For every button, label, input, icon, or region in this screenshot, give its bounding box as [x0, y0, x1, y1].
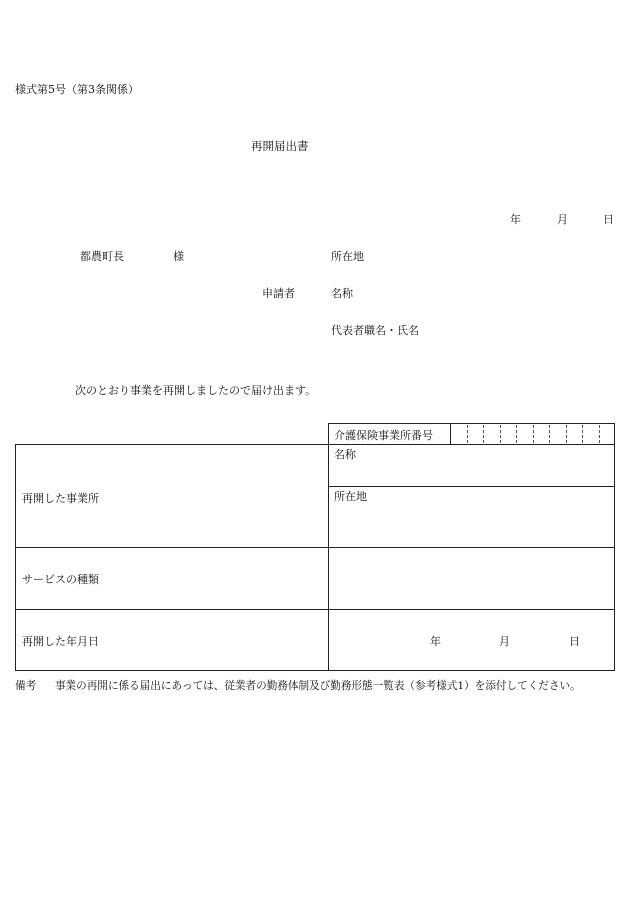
form-number: 様式第5号（第3条関係） [15, 83, 139, 96]
provider-label-divider [450, 423, 451, 444]
resumed-month-label: 月 [499, 635, 510, 648]
facility-label: 再開した事業所 [22, 492, 99, 505]
row-divider [15, 547, 615, 548]
table-bottom-border [15, 670, 615, 671]
digit-separator [566, 425, 567, 443]
digit-separator [549, 425, 550, 443]
date-month-label: 月 [557, 213, 568, 226]
digit-separator [516, 425, 517, 443]
digit-separator [467, 425, 468, 443]
table-top-border [15, 444, 615, 445]
facility-name-label: 名称 [334, 448, 356, 461]
provider-box-top-border [328, 423, 615, 424]
provider-number-label: 介護保険事業所番号 [334, 429, 433, 442]
digit-separator [533, 425, 534, 443]
remarks [15, 678, 581, 693]
intro-text: 次のとおり事業を再開しましたので届け出ます。 [75, 384, 317, 397]
service-type-label: サービスの種類 [22, 573, 99, 586]
digit-separator [500, 425, 501, 443]
applicant-address-label: 所在地 [331, 250, 364, 263]
table-left-border [15, 444, 16, 671]
date-year-label: 年 [510, 213, 521, 226]
resumed-year-label: 年 [430, 635, 441, 648]
facility-address-label: 所在地 [334, 490, 367, 503]
digit-separator [599, 425, 600, 443]
applicant-representative-label: 代表者職名・氏名 [331, 324, 419, 337]
addressee-name: 都農町長 [80, 250, 124, 263]
facility-subrow-divider [328, 486, 615, 487]
remarks-text: 事業の再開に係る届出にあっては、従業者の勤務体制及び勤務形態一覧表（参考様式1）を添付してください。 [54, 680, 581, 692]
applicant-label: 申請者 [262, 287, 295, 300]
resumed-day-label: 日 [569, 635, 580, 648]
remarks-label: 備考 [15, 680, 37, 692]
row-divider [15, 609, 615, 610]
addressee-honorific: 様 [173, 250, 184, 263]
applicant-name-label: 名称 [331, 287, 353, 300]
digit-separator [582, 425, 583, 443]
date-day-label: 日 [603, 213, 614, 226]
digit-separator [483, 425, 484, 443]
resumed-date-label: 再開した年月日 [22, 635, 99, 648]
page-title: 再開届出書 [251, 139, 309, 153]
